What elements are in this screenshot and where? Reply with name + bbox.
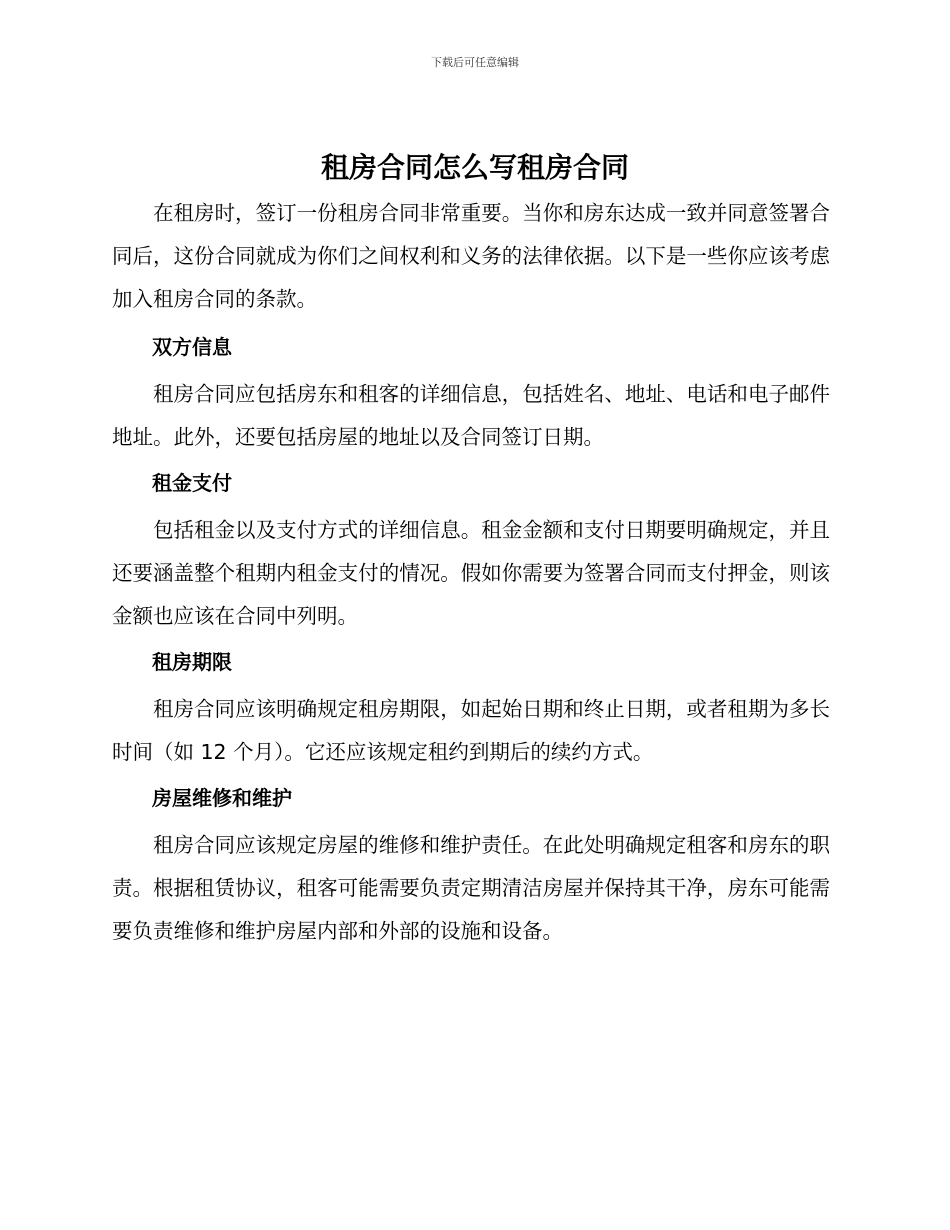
section-heading: 房屋维修和维护 xyxy=(152,786,292,810)
section-heading: 租金支付 xyxy=(152,471,232,495)
intro-paragraph: 在租房时，签订一份租房合同非常重要。当你和房东达成一致并同意签署合同后，这份合同就成为你们之间权利和义务的法律依据。以下是一些你应该考虑加入租房合同的条款。 xyxy=(112,201,830,311)
section-lease-term xyxy=(112,641,830,774)
section-heading: 租房期限 xyxy=(152,650,232,674)
section-maintenance xyxy=(112,777,830,953)
section-party-info xyxy=(112,326,830,459)
header-note: 下载后可任意编辑 xyxy=(431,56,519,69)
document-title: 租房合同怎么写租房合同 xyxy=(320,151,629,184)
section-paragraph: 租房合同应该规定房屋的维修和维护责任。在此处明确规定租客和房东的职责。根据租赁协议，租客可能需要负责定期清洁房屋并保持其干净，房东可能需要负责维修和维护房屋内部和外部的设施和设备。 xyxy=(112,833,830,943)
document-body xyxy=(112,192,830,953)
section-paragraph: 租房合同应该明确规定租房期限，如起始日期和终止日期，或者租期为多长时间（如 12 个月）。它还应该规定租约到期后的续约方式。 xyxy=(112,697,830,764)
section-rent-payment xyxy=(112,462,830,638)
section-heading: 双方信息 xyxy=(152,335,232,359)
section-paragraph: 包括租金以及支付方式的详细信息。租金金额和支付日期要明确规定，并且还要涵盖整个租期内租金支付的情况。假如你需要为签署合同而支付押金，则该金额也应该在合同中列明。 xyxy=(112,518,830,628)
section-paragraph: 租房合同应包括房东和租客的详细信息，包括姓名、地址、电话和电子邮件地址。此外，还要包括房屋的地址以及合同签订日期。 xyxy=(112,382,830,449)
